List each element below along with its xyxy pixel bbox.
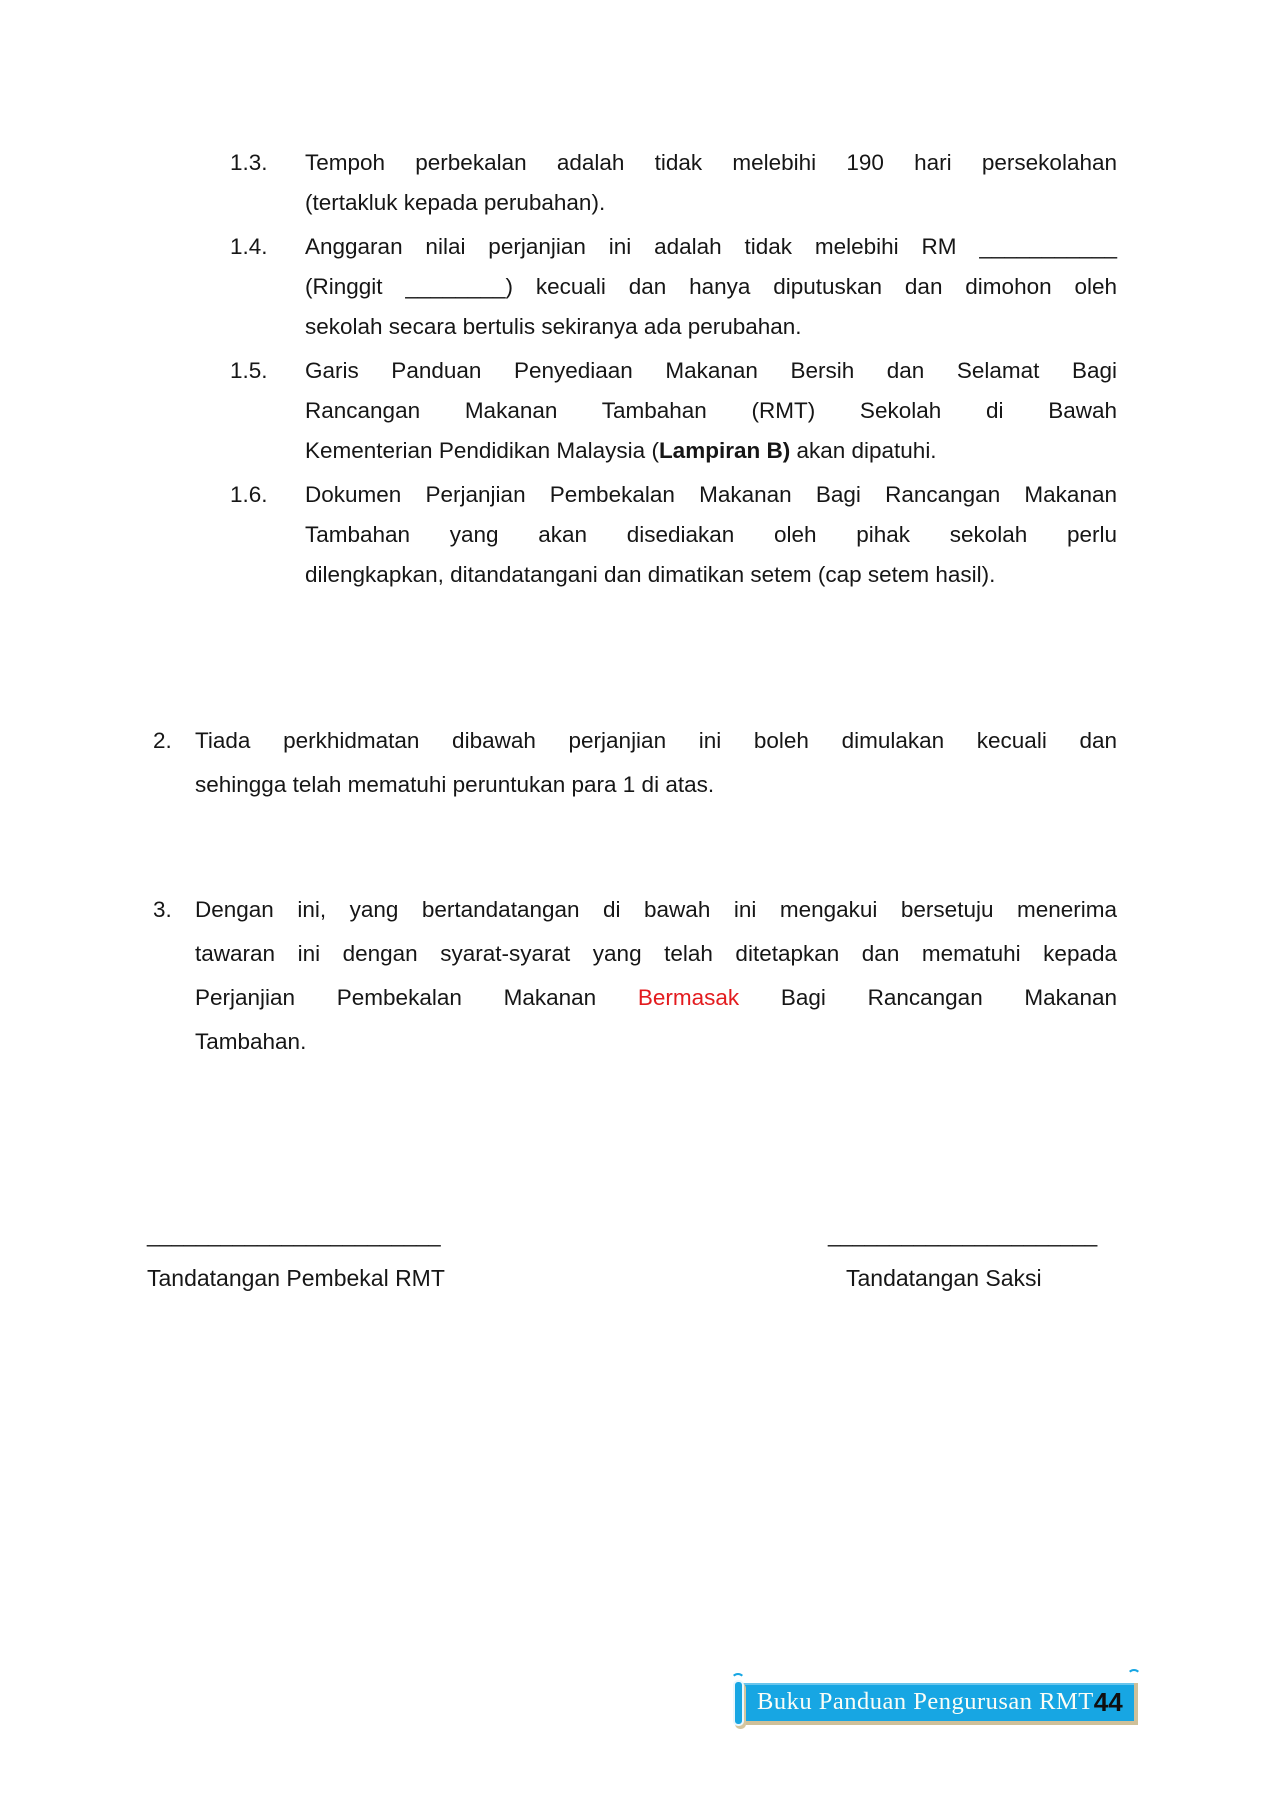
paragraph-line: Tambahan. (195, 1029, 307, 1054)
signature-block-supplier (147, 1220, 445, 1293)
item-line: Tempoh perbekalan adalah tidak melebihi 190 hari persekolahan (305, 150, 1117, 175)
item-line-text: Kementerian Pendidikan Malaysia ( (305, 438, 659, 463)
list-item-1-6 (230, 475, 1117, 595)
signature-line-supplier: ________________________ (147, 1222, 441, 1247)
signature-block-witness (828, 1220, 1097, 1293)
paragraph-line-text: Bagi Rancangan Makanan (739, 985, 1117, 1010)
footer-title: Buku Panduan Pengurusan RMT (757, 1688, 1094, 1715)
paragraph-line: sehingga telah mematuhi peruntukan para 1 di atas. (195, 772, 715, 797)
item-line-text: akan dipatuhi. (790, 438, 937, 463)
lampiran-b-bold: Lampiran B) (658, 438, 791, 463)
list-item-1-5 (230, 351, 1117, 471)
item-line: Dokumen Perjanjian Pembekalan Makanan Bagi Rancangan Makanan (305, 482, 1117, 507)
paragraph-line (195, 976, 1117, 1020)
item-line: Rancangan Makanan Tambahan (RMT) Sekolah di Bawah (305, 398, 1117, 423)
signature-label-supplier: Tandatangan Pembekal RMT (147, 1265, 445, 1291)
banner-curl-right-icon (1127, 1669, 1141, 1683)
item-line (305, 431, 1117, 471)
item-line: sekolah secara bertulis sekiranya ada perubahan. (305, 314, 802, 339)
item-number: 1.4. (230, 234, 268, 259)
paragraph-line: Dengan ini, yang bertandatangan di bawah ini mengakui bersetuju menerima (195, 897, 1117, 922)
paragraph-line: Tiada perkhidmatan dibawah perjanjian ini boleh dimulakan kecuali dan (195, 728, 1117, 753)
paragraph-2 (153, 719, 1117, 807)
item-number: 1.5. (230, 358, 268, 383)
item-number: 1.3. (230, 150, 268, 175)
signature-line-witness: ______________________ (828, 1222, 1098, 1247)
list-item-1-4 (230, 227, 1117, 347)
footer-banner (743, 1683, 1138, 1725)
item-number: 3. (153, 897, 172, 922)
item-line: Tambahan yang akan disediakan oleh pihak sekolah perlu (305, 522, 1117, 547)
item-line: Anggaran nilai perjanjian ini adalah tidak melebihi RM ___________ (305, 234, 1117, 259)
item-number: 2. (153, 728, 172, 753)
banner-ribbon-rod-icon (733, 1680, 744, 1726)
paragraph-line: tawaran ini dengan syarat-syarat yang telah ditetapkan dan mematuhi kepada (195, 941, 1117, 966)
signature-label-witness: Tandatangan Saksi (846, 1265, 1042, 1291)
item-line: Garis Panduan Penyediaan Makanan Bersih dan Selamat Bagi (305, 358, 1117, 383)
item-line: (tertakluk kepada perubahan). (305, 190, 606, 215)
item-line: (Ringgit ________) kecuali dan hanya diputuskan dan dimohon oleh (305, 274, 1117, 299)
paragraph-3 (153, 888, 1117, 1064)
bermasak-red-word: Bermasak (637, 985, 740, 1010)
sublist-1x (230, 143, 1117, 599)
item-line: dilengkapkan, ditandatangani dan dimatikan setem (cap setem hasil). (305, 562, 996, 587)
item-number: 1.6. (230, 482, 268, 507)
list-item-1-3 (230, 143, 1117, 223)
page-number: 44 (1093, 1686, 1123, 1717)
paragraph-line-text: Perjanjian Pembekalan Makanan (195, 985, 638, 1010)
